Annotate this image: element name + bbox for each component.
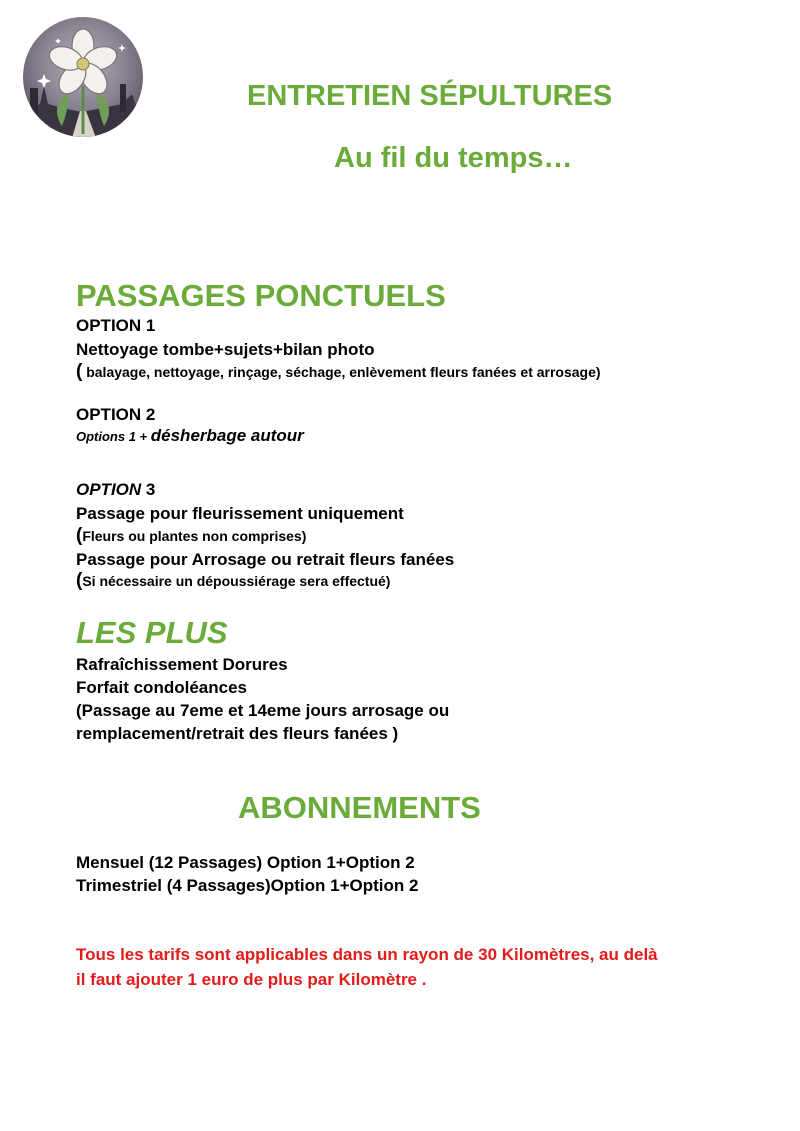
logo <box>22 16 144 138</box>
option1-detail-text: balayage, nettoyage, rinçage, séchage, enlèvement fleurs fanées et arrosage) <box>82 364 601 380</box>
option1-detail <box>76 361 601 383</box>
page-title: ENTRETIEN SÉPULTURES <box>247 80 613 112</box>
option3-line2: Passage pour Arrosage ou retrait fleurs fanées <box>76 550 455 569</box>
abonnement-item: Trimestriel (4 Passages)Option 1+Option 2 <box>76 876 419 895</box>
option1-label: OPTION 1 <box>76 316 156 335</box>
option3-label-num: 3 <box>141 480 156 499</box>
option1-title: Nettoyage tombe+sujets+bilan photo <box>76 340 375 359</box>
section-heading-plus: LES PLUS <box>76 615 228 650</box>
option2-detail-prefix: Options 1 + <box>76 429 151 444</box>
plus-item: remplacement/retrait des fleurs fanées ) <box>76 724 399 743</box>
option2-detail-main: désherbage autour <box>150 426 304 445</box>
option3-note1-paren: ( <box>76 525 83 546</box>
page-subtitle: Au fil du temps… <box>334 142 573 174</box>
section-heading-abonnements: ABONNEMENTS <box>238 790 481 825</box>
option3-note2-paren: ( <box>76 570 83 591</box>
option3-note1 <box>76 525 306 547</box>
pricing-notice-line1: Tous les tarifs sont applicables dans un rayon de 30 Kilomètres, au delà <box>76 945 658 964</box>
plus-item: Rafraîchissement Dorures <box>76 655 288 674</box>
option3-label-italic: OPTION <box>76 480 142 499</box>
flower-logo-icon <box>22 16 144 138</box>
option3-label <box>76 478 155 501</box>
abonnement-item: Mensuel (12 Passages) Option 1+Option 2 <box>76 853 415 872</box>
option2-label: OPTION 2 <box>76 405 156 424</box>
plus-item: Forfait condoléances <box>76 678 247 697</box>
section-heading-ponctuels: PASSAGES PONCTUELS <box>76 278 446 313</box>
plus-item: (Passage au 7eme et 14eme jours arrosage ou <box>76 701 450 720</box>
option1-paren: ( <box>76 361 83 382</box>
pricing-notice-line2: il faut ajouter 1 euro de plus par Kilomètre . <box>76 970 427 989</box>
option2-detail <box>76 426 304 446</box>
option3-line1: Passage pour fleurissement uniquement <box>76 504 404 523</box>
pricing-notice <box>76 942 776 992</box>
option3-note2-text: Si nécessaire un dépoussiérage sera effectué) <box>82 573 391 589</box>
option3-note2 <box>76 570 390 592</box>
option3-note1-text: Fleurs ou plantes non comprises) <box>82 528 307 544</box>
